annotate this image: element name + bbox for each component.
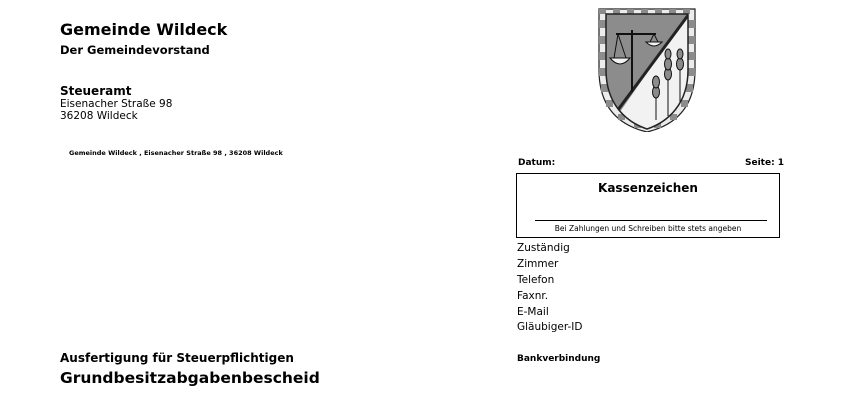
- cash-reference-box: [516, 173, 780, 238]
- cash-reference-note: Bei Zahlungen und Schreiben bitte stets angeben: [554, 224, 742, 233]
- cash-reference-title: Kassenzeichen: [598, 181, 698, 195]
- board-name: Der Gemeindevorstand: [60, 43, 210, 57]
- address-city: 36208 Wildeck: [60, 110, 138, 122]
- sender-return-address: Gemeinde Wildeck , Eisenacher Straße 98 , 36208 Wildeck: [69, 149, 283, 157]
- contact-label-creditor-id: Gläubiger-ID: [517, 321, 583, 333]
- address-street: Eisenacher Straße 98: [60, 98, 173, 110]
- page-number: Seite: 1: [745, 158, 785, 168]
- bank-details-label: Bankverbindung: [517, 354, 601, 364]
- municipality-name: Gemeinde Wildeck: [60, 20, 228, 39]
- document-title: Grundbesitzabgabenbescheid: [60, 369, 320, 387]
- coat-of-arms-icon: [598, 8, 696, 132]
- contact-label-fax: Faxnr.: [517, 290, 549, 302]
- date-label: Datum:: [518, 158, 556, 168]
- contact-label-phone: Telefon: [517, 274, 555, 286]
- cash-reference-field-line: [535, 220, 767, 221]
- copy-designation: Ausfertigung für Steuerpflichtigen: [60, 351, 294, 365]
- contact-label-room: Zimmer: [517, 258, 559, 270]
- department-name: Steueramt: [60, 84, 132, 98]
- contact-label-email: E-Mail: [517, 306, 549, 318]
- contact-label-responsible: Zuständig: [517, 242, 570, 254]
